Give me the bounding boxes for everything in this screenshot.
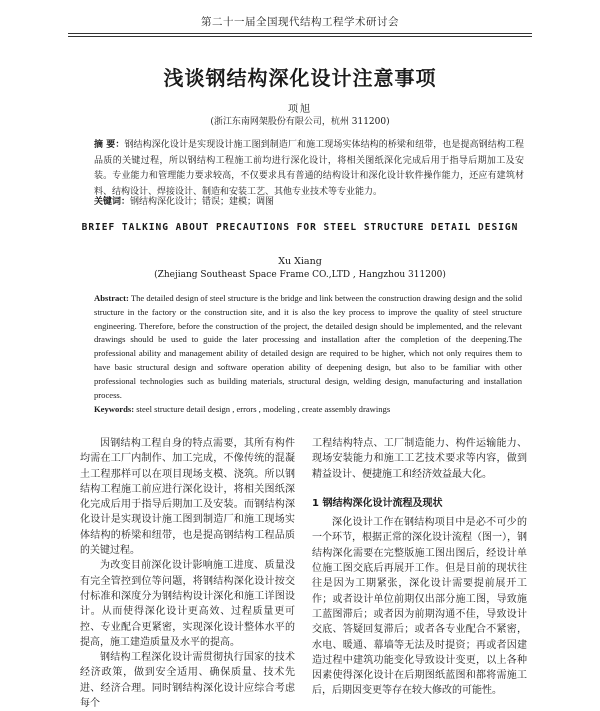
keywords-en-label: Keywords: [94, 404, 135, 414]
abstract-cn-text: 钢结构深化设计是实现设计施工图到制造厂和施工现场实体结构的桥梁和纽带，也是提高钢结构工程品质的关键过程，所以钢结构工程施工前均进行深化设计，将相关图纸深化完成后用于指导后期加工及安装。专业能力和管理能力要求较高，不仅要求具有普通的结构设计和深化设计软件操作能力，还应有建筑材料、结构设计、焊接设计、制造和安装工艺、其他专业技术等专业能力。 [94, 140, 524, 197]
body-paragraph: 深化设计工作在钢结构项目中是必不可少的一个环节，根据正常的深化设计流程（图一），钢结构深化需要在完整版施工图出图后，经设计单位施工图交底后再展开工作。但是目前的现状往往是因为工期紧张，深化设计需要提前展开工作；或者设计单位前期仅出部分施工图，导致施工蓝图滞后；或者因为前期沟通不佳，导致设计交底、答疑回复滞后；或者各专业配合不紧密，水电、暖通、幕墙等无法及时提资；再或者因建造过程中建筑功能变化导致设计变更，以上各种因素使得深化设计在后期图纸蓝图和都将需施工后，后期因变更等存在较大修改的可能性。 [312, 517, 527, 697]
running-head [68, 14, 532, 34]
author-cn: 项旭 [288, 104, 312, 115]
section-heading: 1 钢结构深化设计流程及现状 [312, 497, 443, 509]
running-head-text: 第二十一届全国现代结构工程学术研讨会 [201, 16, 399, 28]
body-paragraph: 钢结构工程深化设计需贯彻执行国家的技术经济政策，做到安全适用、确保质量、技术先进、经济合理。同时钢结构深化设计应综合考虑每个 [80, 652, 295, 710]
body-column-right [312, 436, 527, 699]
body-column-left [80, 436, 295, 711]
keywords-cn-label: 关键词： [94, 197, 131, 207]
title-en: BRIEF TALKING ABOUT PRECAUTIONS FOR STEEL STRUCTURE DETAIL DESIGN [81, 222, 519, 233]
keywords-en-text: steel structure detail design , errors , modeling , create assembly drawings [136, 404, 391, 414]
abstract-en-text: The detailed design of steel structure is the bridge and link between the construction drawing design and the solid structure in the factory or the construction site, and it is also the key process to improve the quality of steel structure engineering. Therefore, before the construction of the project, the detailed design should be implemented, and the relevant drawings should be used to guide the later processing and installation after the completion of the deepening.The professional ability and management ability of detailed design are required to be higher, which not only requires them to have basic structural design and software operation ability of deepening design, but also to be familiar with other professional technologies such as building materials, structural design, welding design, manufacturing and installation process. [94, 293, 522, 400]
body-paragraph: 因钢结构工程自身的特点需要，其所有构件均需在工厂内制作、加工完成，不像传统的混凝土工程那样可以在项目现场支模、浇筑。所以钢结构工程施工前应进行深化设计，将相关图纸深化完成后用于指导后期加工及安装。而钢结构深化设计是实现设计施工图到制造厂和施工现场实体结构的桥梁和纽带，也是提高钢结构工程品质的关键过程。 [80, 438, 295, 557]
author-en: Xu Xiang [278, 256, 322, 267]
body-paragraph: 为改变目前深化设计影响施工进度、质量没有完全管控到位等问题，将钢结构深化设计按交付标准和深度分为钢结构设计深化和施工详图设计。从而使得深化设计更高效、过程质量更可控、专业配合更紧密，实现深化设计整体水平的提高，施工建造质量及水平的提高。 [80, 560, 295, 648]
body-paragraph: 工程结构特点、工厂制造能力、构件运输能力、现场安装能力和施工工艺技术要求等内容，做到精益设计、便捷施工和经济效益最大化。 [312, 438, 527, 480]
abstract-cn-label: 摘 要： [94, 140, 125, 150]
title-cn: 浅谈钢结构深化设计注意事项 [163, 66, 437, 90]
keywords-en [94, 404, 522, 414]
abstract-en [94, 292, 522, 402]
affiliation-en: (Zhejiang Southeast Space Frame CO.,LTD , Hangzhou 311200) [154, 270, 446, 280]
abstract-cn [94, 138, 524, 200]
keywords-cn [94, 194, 524, 207]
header-rule [68, 36, 532, 37]
affiliation-cn: (浙江东南网架股份有限公司，杭州 311200) [210, 117, 390, 127]
abstract-en-label: Abstract: [94, 293, 129, 303]
keywords-cn-text: 钢结构深化设计；错误；建模；调图 [130, 197, 275, 207]
